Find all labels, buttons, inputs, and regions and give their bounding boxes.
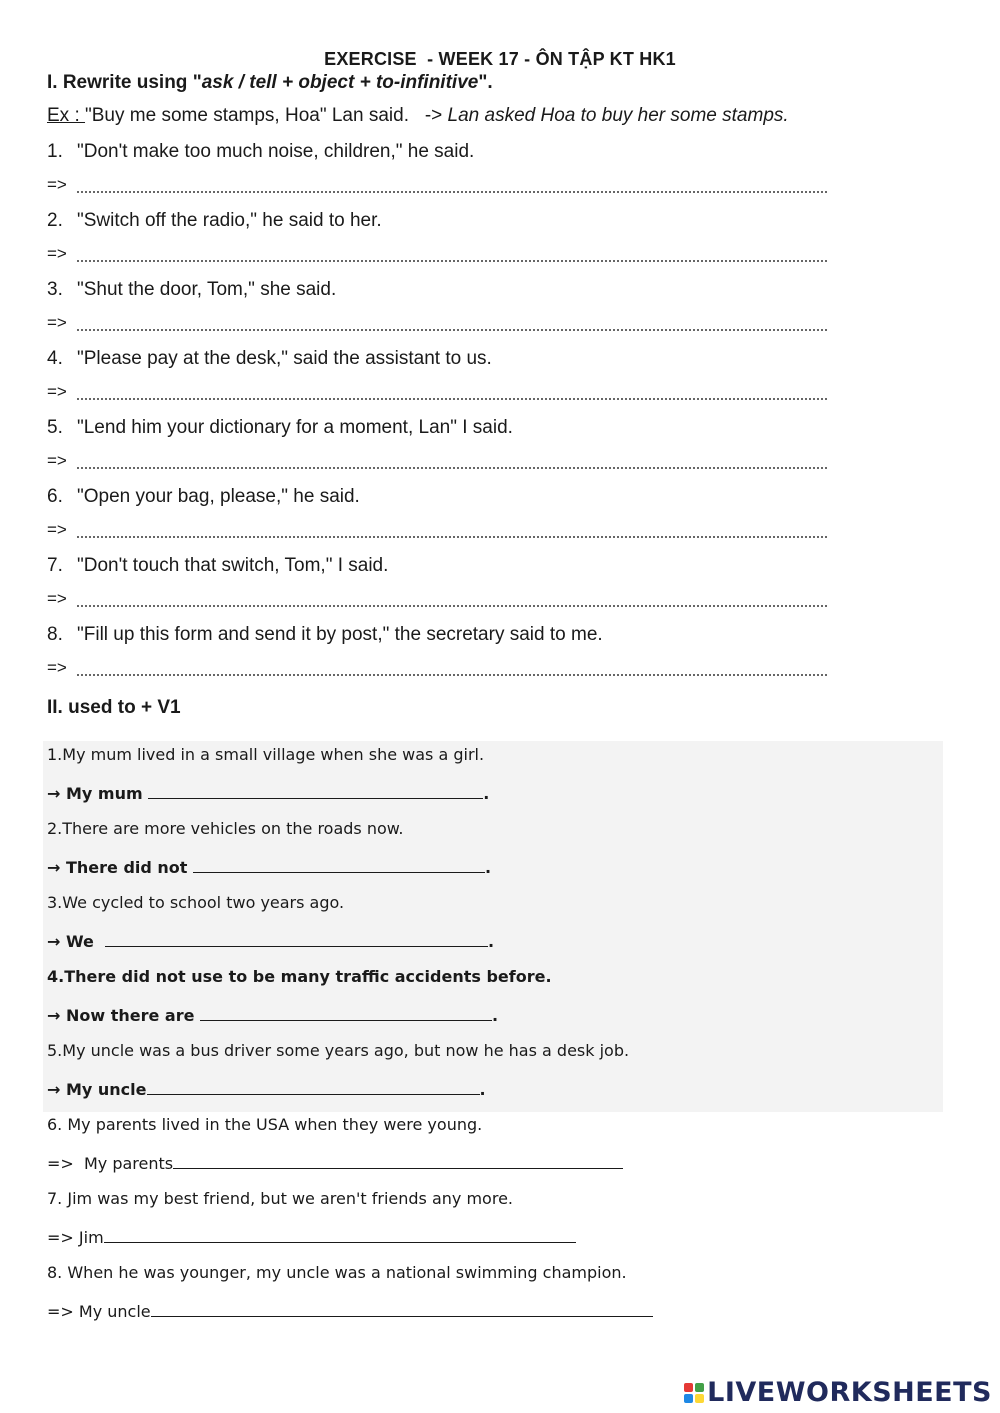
answer-blank-1[interactable] [77,177,827,193]
liveworksheets-logo [684,1377,992,1408]
question-number: 6. [47,486,63,507]
item-7-answer [47,1223,947,1260]
answer-prompt: → My uncle [47,1080,147,1099]
answer-end: . [488,932,495,951]
answer-blank[interactable] [104,1223,576,1243]
question-8 [47,623,837,658]
question-4 [47,347,837,382]
item-3-answer [47,927,947,964]
answer-arrow: => [47,658,67,677]
answer-end: . [483,784,490,803]
item-2-answer [47,853,947,890]
question-number: 1. [47,141,63,162]
logo-square [684,1383,693,1392]
answer-prompt: => My uncle [47,1302,151,1321]
item-5-answer [47,1075,947,1112]
answer-prompt: → My mum [47,784,149,803]
section-1-questions [47,140,837,692]
question-text: "Fill up this form and send it by post," the secretary said to me. [77,624,603,645]
example-answer: Lan asked Hoa to buy her some stamps. [447,105,789,126]
answer-prompt: → There did not [47,858,194,877]
example-line [47,105,789,127]
question-6 [47,485,837,520]
answer-line-7 [47,589,837,623]
question-number: 2. [47,210,63,231]
item-6-answer [47,1149,947,1186]
answer-blank-3[interactable] [77,315,827,331]
example-label: Ex : [47,105,86,126]
question-number: 3. [47,279,63,300]
answer-prompt: => My parents [47,1154,174,1173]
answer-arrow: => [47,520,67,539]
question-text: "Switch off the radio," he said to her. [77,210,382,231]
answer-line-5 [47,451,837,485]
answer-prompt: → We [47,932,106,951]
logo-text: LIVEWORKSHEETS [707,1377,992,1408]
answer-arrow: => [47,589,67,608]
question-text: "Don't make too much noise, children," he said. [77,141,475,162]
item-6-sentence: 6. My parents lived in the USA when they were young. [47,1115,483,1134]
answer-blank-6[interactable] [77,522,827,538]
answer-blank-4[interactable] [77,384,827,400]
question-number: 5. [47,417,63,438]
example-text: "Buy me some stamps, Hoa" Lan said. -> [85,105,448,126]
item-4-answer [47,1001,947,1038]
answer-blank-7[interactable] [77,591,827,607]
answer-blank[interactable] [105,927,488,947]
answer-arrow: => [47,175,67,194]
item-4-sentence: 4.There did not use to be many traffic accidents before. [47,967,552,986]
item-1-answer [47,779,947,816]
section-2-heading: II. used to + V1 [47,697,181,718]
logo-square [695,1383,704,1392]
item-5-sentence: 5.My uncle was a bus driver some years ago, but now he has a desk job. [47,1041,630,1060]
section-1-heading-suffix: ". [478,72,493,93]
item-7-sentence: 7. Jim was my best friend, but we aren't friends any more. [47,1189,513,1208]
answer-end: . [492,1006,499,1025]
item-8-sentence: 8. When he was younger, my uncle was a national swimming champion. [47,1263,627,1282]
answer-blank[interactable] [148,779,483,799]
question-1 [47,140,837,175]
logo-squares-icon [684,1383,704,1403]
question-3 [47,278,837,313]
answer-line-8 [47,658,837,692]
section-2-items [47,742,947,1334]
answer-line-1 [47,175,837,209]
answer-line-3 [47,313,837,347]
answer-line-2 [47,244,837,278]
item-2-sentence: 2.There are more vehicles on the roads now. [47,819,404,838]
answer-arrow: => [47,382,67,401]
item-1-sentence: 1.My mum lived in a small village when she was a girl. [47,745,485,764]
answer-blank-8[interactable] [77,660,827,676]
answer-prompt: => Jim [47,1228,104,1247]
item-3-sentence: 3.We cycled to school two years ago. [47,893,345,912]
answer-arrow: => [47,244,67,263]
answer-end: . [479,1080,486,1099]
answer-blank[interactable] [173,1149,623,1169]
question-7 [47,554,837,589]
answer-blank[interactable] [193,853,485,873]
answer-line-6 [47,520,837,554]
answer-prompt: → Now there are [47,1006,201,1025]
question-text: "Don't touch that switch, Tom," I said. [77,555,389,576]
page-title: EXERCISE - WEEK 17 - ÔN TẬP KT HK1 [324,49,676,69]
section-1-heading-prefix: I. Rewrite using " [47,72,202,93]
answer-blank[interactable] [147,1075,480,1095]
question-number: 7. [47,555,63,576]
item-8-answer [47,1297,947,1334]
question-number: 4. [47,348,63,369]
question-2 [47,209,837,244]
question-text: "Open your bag, please," he said. [77,486,360,507]
answer-arrow: => [47,451,67,470]
answer-blank[interactable] [151,1297,653,1317]
answer-arrow: => [47,313,67,332]
question-5 [47,416,837,451]
question-text: "Lend him your dictionary for a moment, Lan" I said. [77,417,513,438]
question-number: 8. [47,624,63,645]
section-1-heading-formula: ask / tell + object + to-infinitive [201,72,479,93]
answer-blank[interactable] [200,1001,492,1021]
question-text: "Shut the door, Tom," she said. [77,279,337,300]
logo-square [695,1394,704,1403]
question-text: "Please pay at the desk," said the assistant to us. [77,348,492,369]
answer-blank-2[interactable] [77,246,827,262]
answer-end: . [485,858,492,877]
answer-blank-5[interactable] [77,453,827,469]
answer-line-4 [47,382,837,416]
logo-square [684,1394,693,1403]
section-1-heading [47,72,493,94]
